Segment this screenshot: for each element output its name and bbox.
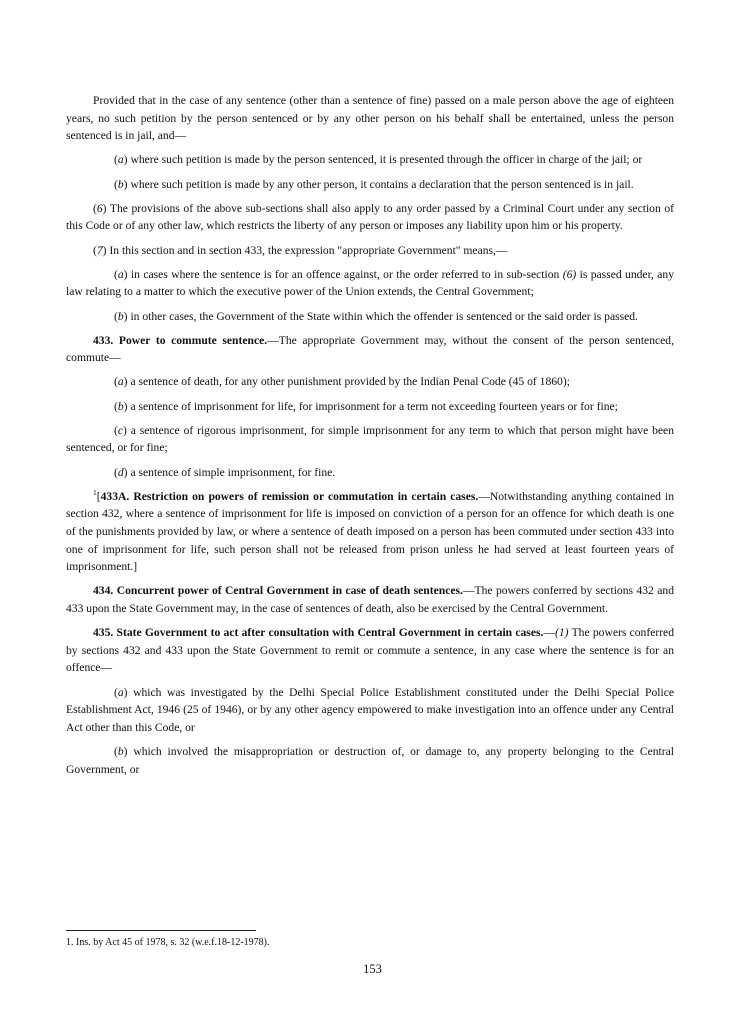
subsection-6: (6) The provisions of the above sub-sections shall also apply to any order passed by a Criminal Court under any section of this Code or of any other law, which restricts the liberty of any person or imposes any liability upon him or his property. <box>66 201 674 233</box>
clause-433c: (c) a sentence of rigorous imprisonment, for simple imprisonment for any term to which that person might have been sentenced, or for fine; <box>66 423 674 455</box>
section-heading: 433A. Restriction on powers of remission or commutation in certain cases. <box>100 489 479 503</box>
footnote: 1. Ins. by Act 45 of 1978, s. 32 (w.e.f.18-12-1978). <box>66 937 270 948</box>
clause-435a: (a) which was investigated by the Delhi Special Police Establishment constituted under the Delhi Special Police Establishment Act, 1946 (25 of 1946), or by any other agency empowered to make investigation into an offence under any Central Act other than this Code, or <box>66 685 674 734</box>
section-433A: $^1$[433A. Restriction on powers of remission or commutation in certain cases.—Notwithstanding anything contained in section 432, where a sentence of imprisonment for life is imposed on conviction of a person for an offence for which death is one of the punishments provided by law, or where a sentence of death imposed on a person has been commuted under section 433 into one of imprisonment for life, such person shall not be released from prison unless he had served at least fourteen years of imprisonment.] <box>66 487 674 574</box>
clause-7a: (a) in cases where the sentence is for an offence against, or the order referred to in sub-section (6) is passed under, any law relating to a matter to which the executive power of the Union extends, the Central Government; <box>66 267 675 299</box>
clause-7b: (b) in other cases, the Government of the State within which the offender is sentenced or the said order is passed. <box>114 309 638 323</box>
section-433: 433. Power to commute sentence.—The appropriate Government may, without the consent of the person sentenced, commute— <box>66 333 674 365</box>
section-heading: 434. Concurrent power of Central Government in case of death sentences. <box>93 584 463 598</box>
section-heading: 433. Power to commute sentence. <box>93 333 268 347</box>
clause-b: (b) where such petition is made by any other person, it contains a declaration that the person sentenced is in jail. <box>114 177 634 191</box>
clause-433a: (a) a sentence of death, for any other punishment provided by the Indian Penal Code (45 of 1860); <box>114 375 570 389</box>
clause-433b: (b) a sentence of imprisonment for life, for imprisonment for a term not exceeding fourteen years or for fine; <box>114 399 618 413</box>
section-434: 434. Concurrent power of Central Government in case of death sentences.—The powers conferred by sections 432 and 433 upon the State Government may, in the case of sentences of death, also be exercised by the Central Government. <box>66 584 674 615</box>
proviso-paragraph: Provided that in the case of any sentence (other than a sentence of fine) passed on a male person above the age of eighteen years, no such petition by the person sentenced or by any other person on his behalf shall be entertained, unless the person sentenced is in jail, and— <box>66 94 674 143</box>
document-body <box>66 92 674 785</box>
clause-a: (a) where such petition is made by the person sentenced, it is presented through the officer in charge of the jail; or <box>114 153 643 167</box>
section-heading: 435. State Government to act after consultation with Central Government in certain cases. <box>93 626 544 640</box>
footnote-divider <box>66 930 256 931</box>
footnote-marker: 1 <box>93 487 97 497</box>
subsection-7: (7) In this section and in section 433, the expression "appropriate Government" means,— <box>93 243 508 257</box>
page-number: 153 <box>363 962 382 976</box>
clause-435b: (b) which involved the misappropriation or destruction of, or damage to, any property belonging to the Central Government, or <box>66 744 674 776</box>
section-435: 435. State Government to act after consultation with Central Government in certain cases.—(1) The powers conferred by sections 432 and 433 upon the State Government to remit or commute a sentence, in any case where the sentence is for an offence— <box>66 626 674 675</box>
clause-433d: (d) a sentence of simple imprisonment, for fine. <box>114 465 336 479</box>
